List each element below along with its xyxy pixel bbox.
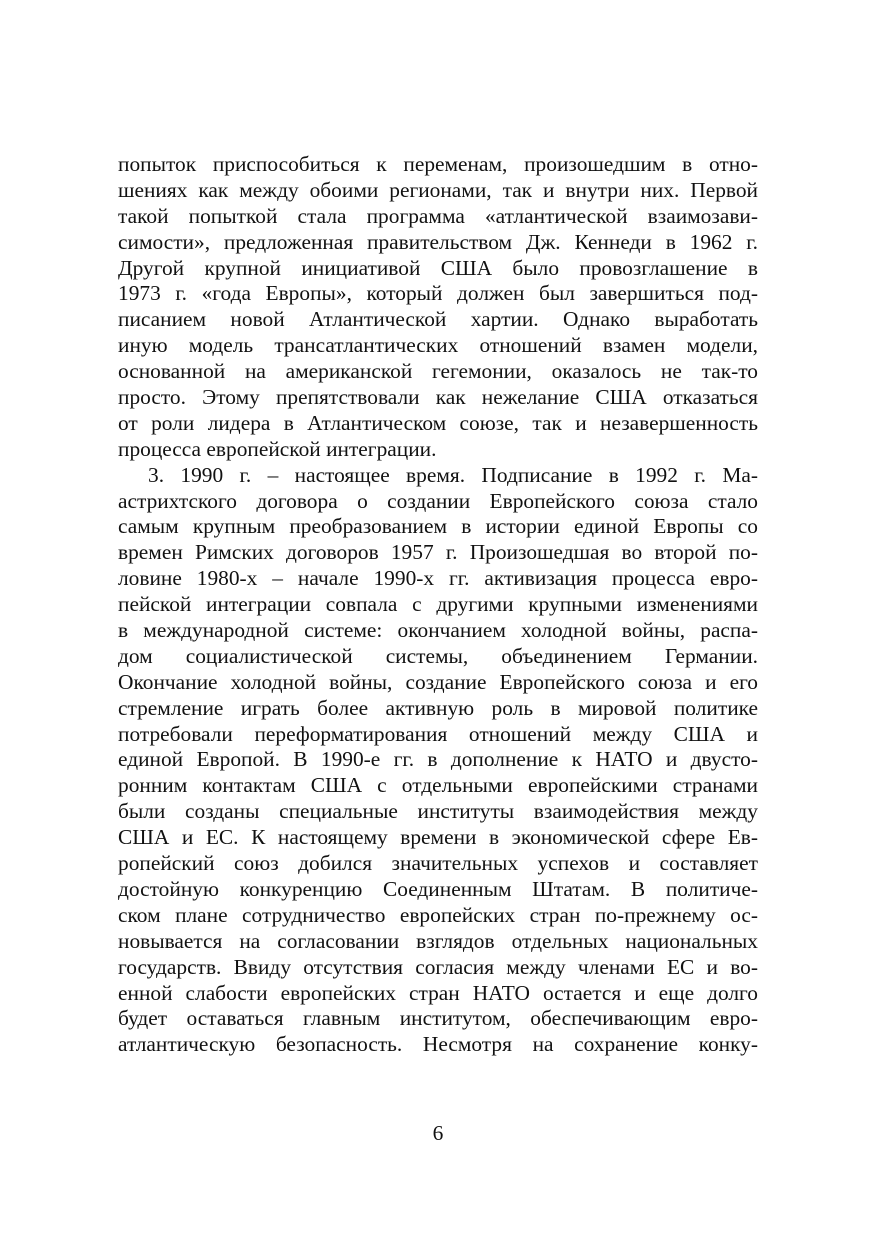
body-text xyxy=(118,152,758,1058)
text-line: пейской интеграции совпала с другими крупными изменениями xyxy=(118,592,758,617)
text-line: ском плане сотрудничество европейских стран по-прежнему ос- xyxy=(118,902,758,927)
text-line: 3. 1990 г. – настоящее время. Подписание в 1992 г. Ма- xyxy=(148,462,758,487)
text-line: процесса европейской интеграции. xyxy=(118,436,437,461)
text-line: дом социалистической системы, объединением Германии. xyxy=(118,643,758,668)
text-line: потребовали переформатирования отношений между США и xyxy=(118,721,758,746)
text-line: Другой крупной инициативой США было провозглашение в xyxy=(118,255,758,280)
text-line: были созданы специальные институты взаимодействия между xyxy=(118,799,758,824)
text-line: ловине 1980-х – начале 1990-х гг. активизация процесса евро- xyxy=(118,566,758,591)
text-line: новывается на согласовании взглядов отдельных национальных xyxy=(118,928,758,953)
text-line: ропейский союз добился значительных успехов и составляет xyxy=(118,851,758,876)
text-line: Окончание холодной войны, создание Европейского союза и его xyxy=(118,669,758,694)
text-line: единой Европой. В 1990-е гг. в дополнение к НАТО и двусто- xyxy=(118,747,758,772)
text-line: времен Римских договоров 1957 г. Произошедшая во второй по- xyxy=(118,540,758,565)
text-line: симости», предложенная правительством Дж. Кеннеди в 1962 г. xyxy=(118,229,758,254)
text-line: 1973 г. «года Европы», который должен был завершиться под- xyxy=(118,281,758,306)
page-number: 6 xyxy=(432,1121,444,1145)
text-line: государств. Ввиду отсутствия согласия между членами ЕС и во- xyxy=(118,954,758,979)
text-line: будет оставаться главным институтом, обеспечивающим евро- xyxy=(118,1006,758,1031)
text-line: стремление играть более активную роль в мировой политике xyxy=(118,695,758,720)
paragraph-2 xyxy=(118,463,758,1058)
paragraph-1 xyxy=(118,152,758,463)
text-line: енной слабости европейских стран НАТО остается и еще долго xyxy=(118,980,758,1005)
text-line: основанной на американской гегемонии, оказалось не так-то xyxy=(118,359,758,384)
text-line: иную модель трансатлантических отношений взамен модели, xyxy=(118,333,758,358)
text-line: США и ЕС. К настоящему времени в экономической сфере Ев- xyxy=(118,825,758,850)
text-line: в международной системе: окончанием холодной войны, распа- xyxy=(118,618,758,643)
text-line: такой попыткой стала программа «атлантической взаимозави- xyxy=(118,203,758,228)
text-line: самым крупным преобразованием в истории единой Европы со xyxy=(118,514,758,539)
text-line: достойную конкуренцию Соединенным Штатам. В политиче- xyxy=(118,876,758,901)
text-line: попыток приспособиться к переменам, произошедшим в отно- xyxy=(118,152,758,176)
text-line: астрихтского договора о создании Европейского союза стало xyxy=(118,488,758,513)
text-line: просто. Этому препятствовали как нежелание США отказаться xyxy=(118,385,758,410)
text-line: ронним контактам США с отдельными европейскими странами xyxy=(118,773,758,798)
text-line: шениях как между обоими регионами, так и внутри них. Первой xyxy=(118,177,758,202)
text-line: писанием новой Атлантической хартии. Однако выработать xyxy=(118,307,758,332)
text-line: атлантическую безопасность. Несмотря на сохранение конку- xyxy=(118,1032,758,1057)
text-line: от роли лидера в Атлантическом союзе, так и незавершенность xyxy=(118,410,758,435)
